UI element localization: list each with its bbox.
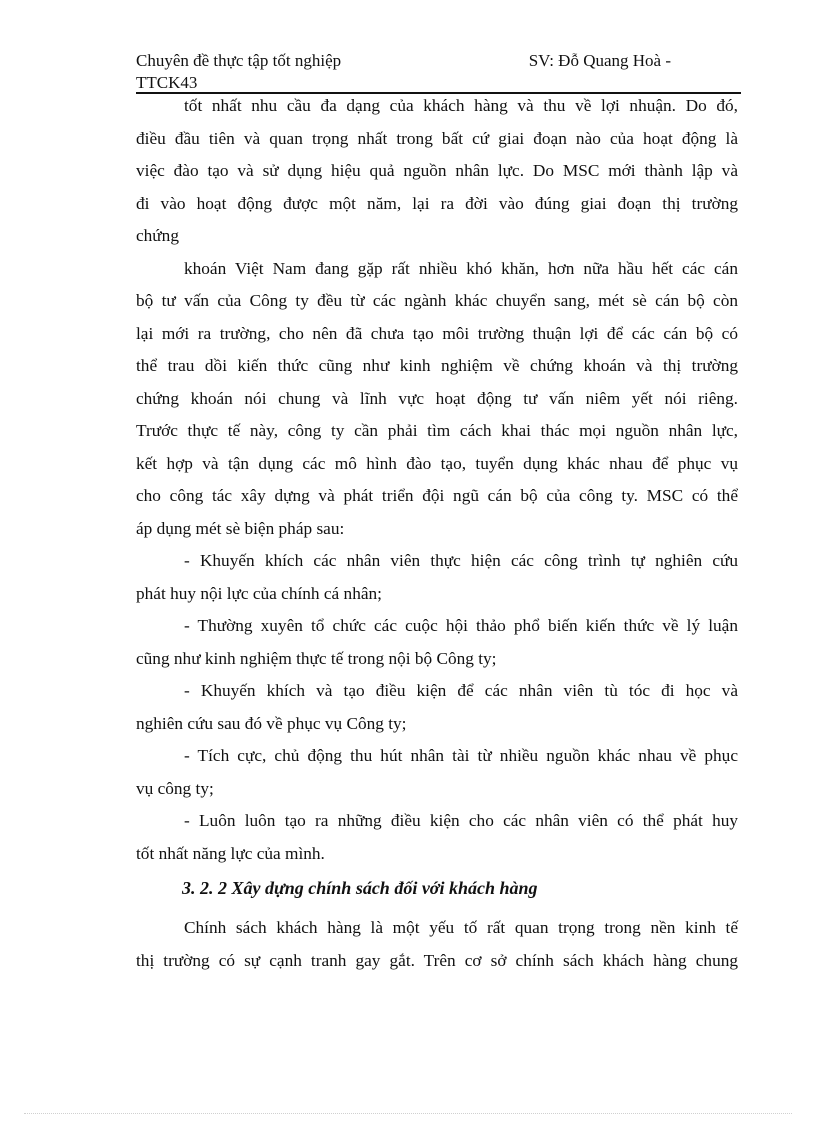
bullet-line: vụ công ty; bbox=[136, 778, 214, 798]
text-line: khoán Việt Nam đang gặp rất nhiều khó khăn, hơn nữa hầu hết các cán bbox=[184, 258, 738, 278]
page-header bbox=[136, 50, 741, 94]
header-title: Chuyên đề thực tập tốt nghiệp bbox=[136, 51, 342, 70]
bullet-line: nghiên cứu sau đó về phục vụ Công ty; bbox=[136, 713, 407, 733]
text-line: kết hợp và tận dụng các mô hình đào tạo, tuyển dụng khác nhau để phục vụ bbox=[136, 453, 738, 473]
bullet-line: - Luôn luôn tạo ra những điều kiện cho các nhân viên có thể phát huy bbox=[184, 811, 738, 830]
text-line: bộ tư vấn của Công ty đều từ các ngành khác chuyển sang, mét sè cán bộ còn bbox=[136, 291, 738, 310]
body-text bbox=[136, 90, 738, 870]
text-line: chứng khoán nói chung và lĩnh vực hoạt động tư vấn niêm yết nói riêng. bbox=[136, 388, 738, 408]
text-line: tốt nhất nhu cầu đa dạng của khách hàng và thu về lợi nhuận. Do đó, bbox=[184, 96, 738, 115]
text-line: đi vào hoạt động được một năm, lại ra đời vào đúng giai đoạn thị trường bbox=[136, 193, 738, 213]
header-student: SV: Đỗ Quang Hoà - bbox=[528, 51, 671, 70]
text-line: điều đầu tiên và quan trọng nhất trong bất cứ giai đoạn nào của hoạt động là bbox=[136, 128, 738, 148]
header-class: TTCK43 bbox=[136, 73, 198, 92]
body-text-continued bbox=[136, 912, 738, 977]
bullet-line: cũng như kinh nghiệm thực tế trong nội bộ Công ty; bbox=[136, 648, 497, 668]
page-bottom-border bbox=[24, 1113, 792, 1114]
text-line: lại mới ra trường, cho nên đã chưa tạo môi trường thuận lợi để các cán bộ có bbox=[136, 323, 738, 343]
section-heading: 3. 2. 2 Xây dựng chính sách đối với khách hàng bbox=[182, 878, 538, 898]
bullet-line: - Tích cực, chủ động thu hút nhân tài từ nhiều nguồn khác nhau về phục bbox=[184, 746, 738, 765]
bullet-line: tốt nhất năng lực của mình. bbox=[136, 843, 325, 863]
text-line: Chính sách khách hàng là một yếu tố rất quan trọng trong nền kinh tế bbox=[184, 918, 738, 937]
text-line: Trước thực tế này, công ty cần phải tìm cách khai thác mọi nguồn nhân lực, bbox=[136, 421, 738, 440]
bullet-line: phát huy nội lực của chính cá nhân; bbox=[136, 583, 382, 603]
text-line: thị trường có sự cạnh tranh gay gắt. Trên cơ sở chính sách khách hàng chung bbox=[136, 950, 738, 970]
text-line: thể trau dồi kiến thức cũng như kinh nghiệm về chứng khoán và thị trường bbox=[136, 356, 738, 375]
text-line: việc đào tạo và sử dụng hiệu quả nguồn nhân lực. Do MSC mới thành lập và bbox=[136, 161, 738, 180]
text-line: cho công tác xây dựng và phát triển đội ngũ cán bộ của công ty. MSC có thể bbox=[136, 486, 738, 505]
bullet-line: - Khuyến khích các nhân viên thực hiện các công trình tự nghiên cứu bbox=[184, 551, 738, 570]
text-line: áp dụng mét sè biện pháp sau: bbox=[136, 518, 345, 538]
bullet-line: - Thường xuyên tổ chức các cuộc hội thảo phổ biến kiến thức về lý luận bbox=[184, 616, 738, 635]
text-line: chứng bbox=[136, 226, 179, 245]
bullet-line: - Khuyến khích và tạo điều kiện để các nhân viên tù tóc đi học và bbox=[184, 681, 738, 700]
header-left bbox=[136, 50, 341, 94]
